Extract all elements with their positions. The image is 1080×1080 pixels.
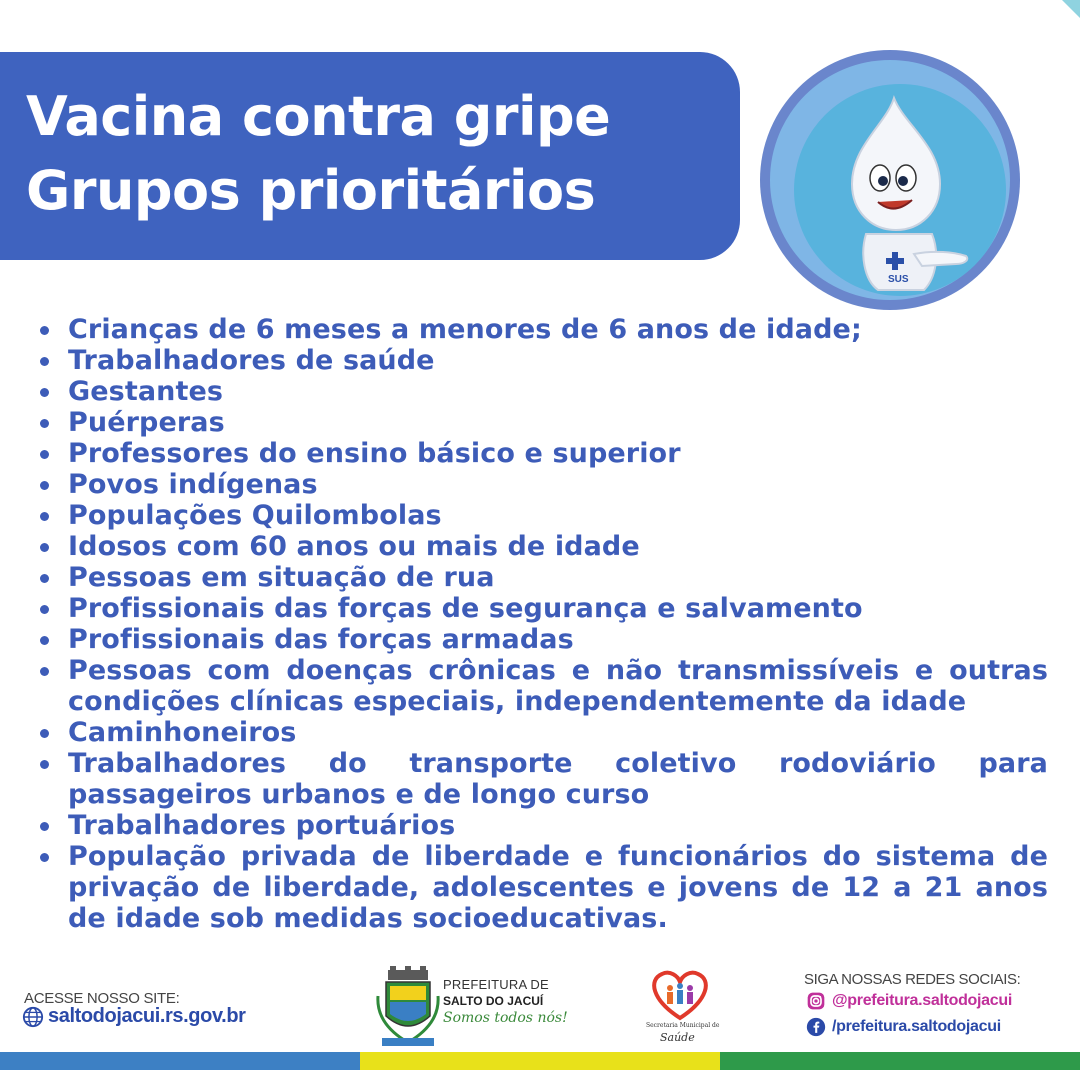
list-item: População privada de liberdade e funcionários do sistema de privação de liberdade, adolescentes e jovens de 12 a 21 anos de idade sob medidas socioeducativas. (38, 841, 1048, 934)
list-item: Professores do ensino básico e superior (38, 438, 1048, 469)
sus-badge: SUS (888, 274, 909, 285)
list-item: Puérperas (38, 407, 1048, 438)
footer-stripe-blue (0, 1052, 360, 1070)
title-line-1: Vacina contra gripe (26, 85, 611, 148)
ze-gotinha-mascot-icon (794, 84, 1006, 296)
list-item: Pessoas com doenças crônicas e não transmissíveis e outras condições clínicas especiais, independentemente da idade (38, 655, 1048, 717)
list-item: Trabalhadores portuários (38, 810, 1048, 841)
mascot-badge (760, 50, 1020, 310)
list-item: Profissionais das forças de segurança e salvamento (38, 593, 1048, 624)
social-label: SIGA NOSSAS REDES SOCIAIS: (804, 971, 1021, 988)
list-item: Trabalhadores de saúde (38, 345, 1048, 376)
facebook-handle[interactable]: /prefeitura.saltodojacui (832, 1018, 1001, 1035)
priority-groups-list (38, 314, 1048, 934)
title-line-2: Grupos prioritários (26, 159, 596, 222)
title-banner (0, 52, 740, 260)
corner-accent (1062, 0, 1080, 18)
list-item: Crianças de 6 meses a menores de 6 anos de idade; (38, 314, 1048, 345)
facebook-link[interactable] (806, 1017, 1001, 1037)
mascot-circle (794, 84, 1006, 296)
footer-stripe-green (720, 1052, 1080, 1070)
instagram-link[interactable] (806, 991, 1012, 1011)
facebook-icon (806, 1017, 826, 1037)
prefeitura-line-2: SALTO DO JACUÍ (443, 994, 544, 1008)
footer-stripe-yellow (360, 1052, 720, 1070)
list-item: Populações Quilombolas (38, 500, 1048, 531)
globe-icon (22, 1006, 44, 1028)
secretaria-line-1: Secretaria Municipal de (646, 1022, 720, 1029)
instagram-handle[interactable]: @prefeitura.saltodojacui (832, 992, 1012, 1009)
secretaria-line-2: Saúde (660, 1031, 695, 1044)
list-item: Caminhoneiros (38, 717, 1048, 748)
site-link[interactable] (22, 1005, 246, 1028)
list-item: Idosos com 60 anos ou mais de idade (38, 531, 1048, 562)
instagram-icon (806, 991, 826, 1011)
prefeitura-line-1: PREFEITURA DE (443, 977, 549, 992)
prefeitura-slogan: Somos todos nós! (443, 1010, 568, 1026)
list-item: Pessoas em situação de rua (38, 562, 1048, 593)
list-item: Profissionais das forças armadas (38, 624, 1048, 655)
list-item: Povos indígenas (38, 469, 1048, 500)
list-item: Trabalhadores do transporte coletivo rodoviário para passageiros urbanos e de longo curso (38, 748, 1048, 810)
site-label: ACESSE NOSSO SITE: (24, 990, 180, 1007)
site-url[interactable]: saltodojacui.rs.gov.br (48, 1005, 246, 1027)
list-item: Gestantes (38, 376, 1048, 407)
